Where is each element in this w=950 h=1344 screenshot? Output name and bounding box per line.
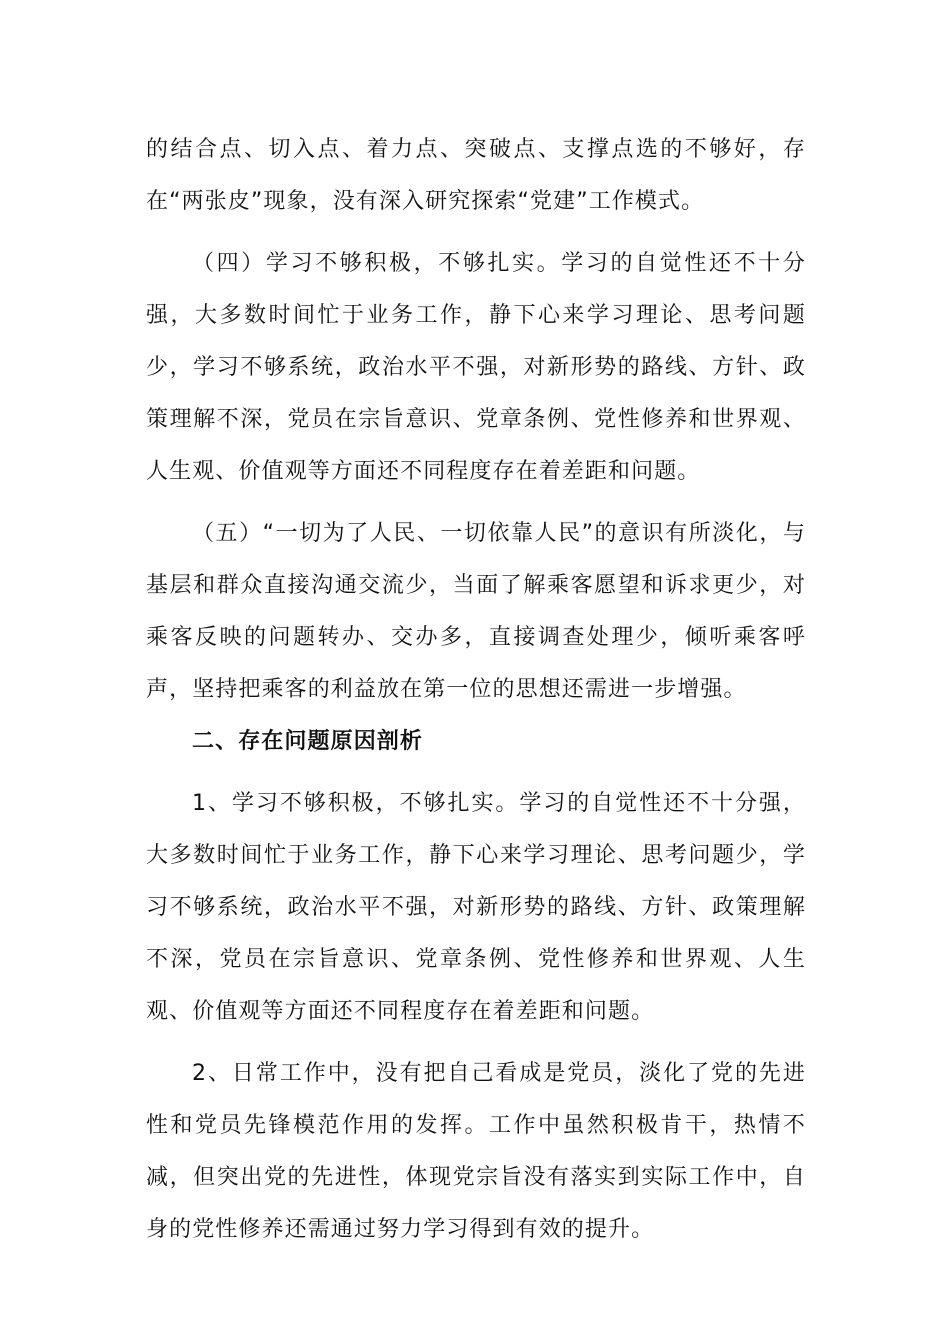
paragraph-continuation: 的结合点、切入点、着力点、突破点、支撑点选的不够好，存在“两张皮”现象，没有深入研究探索“党建”工作模式。: [146, 137, 806, 214]
document-page: [146, 124, 806, 1256]
section-heading: 二、存在问题原因剖析: [192, 729, 424, 754]
paragraph-reason-one: 1、学习不够积极，不够扎实。学习的自觉性还不十分强，大多数时间忙于业务工作，静下心来学习理论、思考问题少，学习不够系统，政治水平不强，对新形势的路线、方针、政策理解不深，党员在宗旨意识、党章条例、党性修养和世界观、人生观、价值观等方面还不同程度存在着差距和问题。: [146, 791, 806, 1024]
paragraph-item-five: （五）“一切为了人民、一切依靠人民”的意识有所淡化，与基层和群众直接沟通交流少，当面了解乘客愿望和诉求更少，对乘客反映的问题转办、交办多，直接调查处理少，倾听乘客呼声，坚持把乘客的利益放在第一位的思想还需进一步增强。: [146, 521, 806, 702]
paragraph-item-four: （四）学习不够积极，不够扎实。学习的自觉性还不十分强，大多数时间忙于业务工作，静下心来学习理论、思考问题少，学习不够系统，政治水平不强，对新形势的路线、方针、政策理解不深，党员在宗旨意识、党章条例、党性修养和世界观、人生观、价值观等方面还不同程度存在着差距和问题。: [146, 251, 806, 484]
paragraph-reason-two: 2、日常工作中，没有把自己看成是党员，淡化了党的先进性和党员先锋模范作用的发挥。工作中虽然积极肯干，热情不减，但突出党的先进性，体现党宗旨没有落实到实际工作中，自身的党性修养还需通过努力学习得到有效的提升。: [146, 1061, 806, 1242]
